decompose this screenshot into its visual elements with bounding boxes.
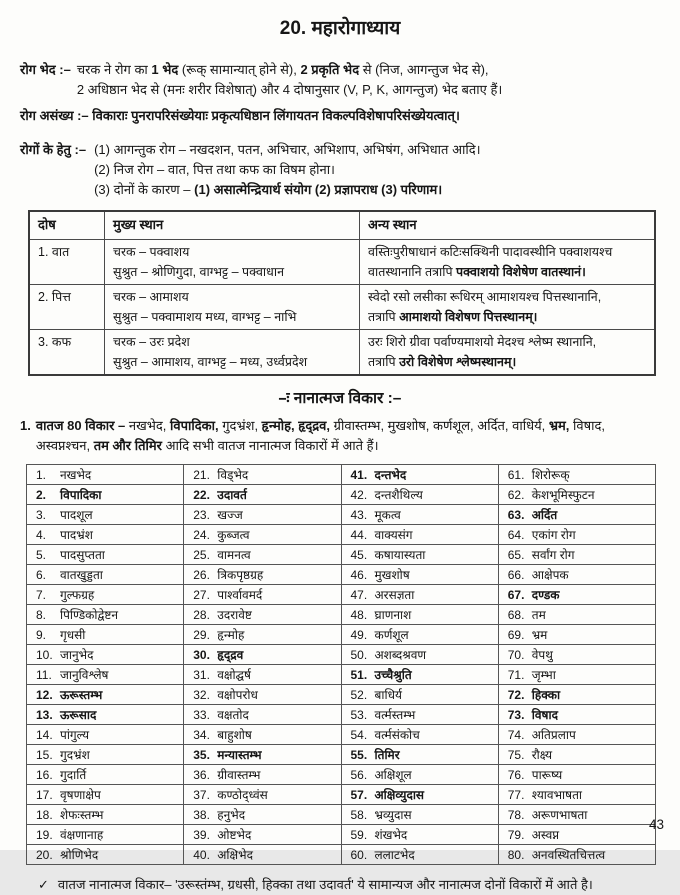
vikar-cell: 26. त्रिकपृष्ठग्रह xyxy=(184,565,341,585)
vikar-table-row xyxy=(27,805,656,825)
footer-note-text: वातज नानात्मज विकार– 'उरूस्तंम्भ, ग्रधसी, हिक्का तथा उदावर्त' ये सामान्यज और नानात्मज दोनों विकारों में आते है। xyxy=(57,877,593,892)
vikar-table-row xyxy=(27,545,656,565)
mukhya-sthan-cell: चरक – उरः प्रदेश सुश्रुत – आमाशय, वाग्भट्ट – मध्य, उर्ध्वप्रदेश xyxy=(105,329,360,375)
vikar-cell: 2. विपादिका xyxy=(27,485,184,505)
vikar-cell: 4. पादभ्रंश xyxy=(27,525,184,545)
vikar-table-row xyxy=(27,525,656,545)
vikar-table-row xyxy=(27,825,656,845)
mukhya-sthan-cell: चरक – आमाशय सुश्रुत – पक्वामाशय मध्य, वाग्भट्ट – नाभि xyxy=(105,284,360,329)
dosha-header-anya-sthan: अन्य स्थान xyxy=(360,211,656,239)
hetu-section xyxy=(20,140,660,200)
vikar-cell: 32. वक्षोपरोध xyxy=(184,685,341,705)
chapter-title: 20. महारोगाध्याय xyxy=(279,18,401,39)
vikar-cell: 45. कषायास्यता xyxy=(341,545,498,565)
vikar-cell: 40. अक्षिभेद xyxy=(184,845,341,865)
vikar-cell: 14. पांगुल्य xyxy=(27,725,184,745)
rog-bhed-line1: चरक ने रोग का 1 भेद (रूक् सामान्यात् होने से), 2 प्रकृति भेद से (निज, आगन्तुज भेद से), xyxy=(76,62,489,77)
vikar-cell: 8. पिण्डिकोद्वेष्टन xyxy=(27,605,184,625)
vikar-cell: 51. उच्चैश्रुति xyxy=(341,665,498,685)
rog-bhed-line2: 2 अधिष्ठान भेद से (मनः शरीर विशेषात्) और 4 दोषानुसार (V, P, K, आगन्तुज) भेद बताए हैं। xyxy=(76,81,503,97)
vikar-cell: 65. सर्वांग रोग xyxy=(498,545,655,565)
vikar-cell: 21. विड्भेद xyxy=(184,465,341,485)
vikar-table-row xyxy=(27,605,656,625)
hetu-label: रोगों के हेतु :– xyxy=(20,141,87,157)
vikar-cell: 42. दन्तशैथिल्य xyxy=(341,485,498,505)
vikar-cell: 37. कण्ठोद्ध्वंस xyxy=(184,785,341,805)
vikar-cell: 56. अक्षिशूल xyxy=(341,765,498,785)
vikar-cell: 75. रौक्ष्य xyxy=(498,745,655,765)
vikar-cell: 33. वक्षतोद xyxy=(184,705,341,725)
vikar-cell: 30. हृद्द्रव xyxy=(184,645,341,665)
dosha-header-dosh: दोष xyxy=(29,211,105,239)
vikar-cell: 76. पारूष्य xyxy=(498,765,655,785)
vikar-cell: 13. ऊरूसाद xyxy=(27,705,184,725)
vikar-cell: 7. गुल्फग्रह xyxy=(27,585,184,605)
vikar-cell: 10. जानुभेद xyxy=(27,645,184,665)
vikar-cell: 68. तम xyxy=(498,605,655,625)
vikar-cell: 36. ग्रीवास्तम्भ xyxy=(184,765,341,785)
dosha-name-cell: 3. कफ xyxy=(29,329,105,375)
vikar-cell: 58. भ्रव्युदास xyxy=(341,805,498,825)
dosha-table-body xyxy=(29,239,655,375)
vikar-cell: 54. वर्त्मसंकोच xyxy=(341,725,498,745)
hetu-line-2 xyxy=(20,160,660,180)
vikar-cell: 62. केशभूमिस्फुटन xyxy=(498,485,655,505)
hetu-text-1: (1) आगन्तुक रोग – नखदशन, पतन, अभिचार, अभिशाप, अभिषंग, अभिधात आदि। xyxy=(94,141,481,157)
vikar-cell: 19. वंक्षणानाह xyxy=(27,825,184,845)
anya-sthan-cell: स्वेदो रसो लसीका रूधिरम् आमाशयश्च पित्तस्थानानि, तत्रापि आमाशयो विशेषण पित्तस्थानम्। xyxy=(360,284,656,329)
page-number: 43 xyxy=(648,817,664,832)
vikar-cell: 46. मुखशोष xyxy=(341,565,498,585)
vikar-table-row xyxy=(27,645,656,665)
vikar-cell: 25. वामनत्व xyxy=(184,545,341,565)
anya-sthan-cell: उरः शिरो ग्रीवा पर्वाण्यमाशयो मेदश्च श्लेष्म स्थानानि, तत्रापि उरो विशेषेण श्लेष्मस्थानम्। xyxy=(360,329,656,375)
vikar-cell: 35. मन्यास्तम्भ xyxy=(184,745,341,765)
vikar-table-row xyxy=(27,505,656,525)
vikar-cell: 49. कर्णशूल xyxy=(341,625,498,645)
hetu-line-3 xyxy=(20,180,660,200)
vikar-cell: 44. वाक्यसंग xyxy=(341,525,498,545)
vikar-cell: 61. शिरोरूक् xyxy=(498,465,655,485)
vikar-cell: 50. अशब्दश्रवण xyxy=(341,645,498,665)
vikar-cell: 31. वक्षोद्घर्ष xyxy=(184,665,341,685)
vataj-paragraph xyxy=(20,416,660,456)
vikar-cell: 29. हृन्मोह xyxy=(184,625,341,645)
hetu-text-2: (2) निज रोग – वात, पित्त तथा कफ का विषम होना। xyxy=(94,161,335,177)
hetu-text-3: (3) दोनों के कारण – (1) असात्मेन्द्रियार्थ संयोग (2) प्रज्ञापराध (3) परिणाम। xyxy=(94,181,443,197)
vikar-table-row xyxy=(27,785,656,805)
vikar-cell: 23. खज्ज xyxy=(184,505,341,525)
dosha-table-header-row xyxy=(29,211,655,239)
vikar-cell: 47. अरसज्ञता xyxy=(341,585,498,605)
vikar-cell: 11. जानुविश्लेष xyxy=(27,665,184,685)
vikar-cell: 77. श्यावभाषता xyxy=(498,785,655,805)
vikar-cell: 64. एकांग रोग xyxy=(498,525,655,545)
dosha-name-cell: 2. पित्त xyxy=(29,284,105,329)
vikar-table-row xyxy=(27,665,656,685)
vataj-number: 1. xyxy=(20,417,31,433)
vikar-cell: 41. दन्तभेद xyxy=(341,465,498,485)
vikar-cell: 63. अर्दित xyxy=(498,505,655,525)
vikar-cell: 79. अस्वप्न xyxy=(498,825,655,845)
vikar-cell: 43. मूकत्व xyxy=(341,505,498,525)
vataj-text: वातज 80 विकार – नखभेद, विपादिका, गुदभ्रंश, हृन्मोह, हृद्द्रव, ग्रीवास्तम्भ, मुखशोष, कर्णशूल, अर्दित, वाधिर्य, भ्रम, विषाद, अस्वप्नश्चन, तम और तिमिर आदि सभी वातज नानात्मज विकारों में आते हैं। xyxy=(35,417,605,453)
vikar-cell: 59. शंखभेद xyxy=(341,825,498,845)
vikar-cell: 72. हिक्का xyxy=(498,685,655,705)
vikar-cell: 27. पार्श्वावमर्द xyxy=(184,585,341,605)
vikar-cell: 15. गुदभ्रंश xyxy=(27,745,184,765)
vikar-cell: 48. घ्राणनाश xyxy=(341,605,498,625)
nanatmaj-vikar-heading: –ः नानात्मज विकार :– xyxy=(278,389,402,407)
vikar-cell: 67. दण्डक xyxy=(498,585,655,605)
vikar-cell: 66. आक्षेपक xyxy=(498,565,655,585)
vikar-cell: 38. हनुभेद xyxy=(184,805,341,825)
hetu-line-1 xyxy=(20,140,660,160)
vikar-table-row xyxy=(27,625,656,645)
checkmark-icon: ✓ xyxy=(38,877,49,892)
dosha-name-cell: 1. वात xyxy=(29,239,105,284)
vikar-table-row xyxy=(27,765,656,785)
vikar-cell: 1. नखभेद xyxy=(27,465,184,485)
dosha-table-row xyxy=(29,329,655,375)
vikar-cell: 24. कुब्जत्व xyxy=(184,525,341,545)
vikar-table-row xyxy=(27,485,656,505)
vikar-cell: 69. भ्रम xyxy=(498,625,655,645)
vikar-cell: 55. तिमिर xyxy=(341,745,498,765)
vikar-cell: 78. अरूणभाषता xyxy=(498,805,655,825)
footer-note xyxy=(38,875,638,895)
vikar-table-row xyxy=(27,685,656,705)
vikar-cell: 5. पादसुप्तता xyxy=(27,545,184,565)
vikar-cell: 17. वृषणाक्षेप xyxy=(27,785,184,805)
rog-asankhya-line: रोग असंख्य :– विकाराः पुनरापरिसंख्येयाः प्रकृत्यधिष्ठान लिंगायतन विकल्पविशेषापरिसंख्येयत्वात्। xyxy=(20,108,460,123)
vikar-table-row xyxy=(27,585,656,605)
vikar-table-row xyxy=(27,745,656,765)
vikar-table-row xyxy=(27,705,656,725)
rog-bhed-paragraph xyxy=(20,60,660,99)
vikar-cell: 12. ऊरूस्तम्भ xyxy=(27,685,184,705)
vikar-cell: 73. विषाद xyxy=(498,705,655,725)
vikar-cell: 70. वेपथु xyxy=(498,645,655,665)
vikar-table-row xyxy=(27,465,656,485)
vikar-cell: 9. गृधसी xyxy=(27,625,184,645)
vikar-cell: 52. बाधिर्य xyxy=(341,685,498,705)
vikar-cell: 74. अतिप्रलाप xyxy=(498,725,655,745)
vikar-cell: 3. पादशूल xyxy=(27,505,184,525)
dosha-table-row xyxy=(29,239,655,284)
vikar-cell: 6. वातखुड्डता xyxy=(27,565,184,585)
dosha-table xyxy=(28,210,656,376)
anya-sthan-cell: वस्तिःपुरीषाधानं कटिःसक्थिनी पादावस्थीनि पक्वाशयश्च वातस्थानानि तत्रापि पक्वाशयो विशेषेण वातस्थानं। xyxy=(360,239,656,284)
vikar-table-row xyxy=(27,845,656,865)
dosha-header-mukhya-sthan: मुख्य स्थान xyxy=(105,211,360,239)
rog-bhed-text xyxy=(77,60,502,99)
vikar-table-row xyxy=(27,565,656,585)
vikar-cell: 60. ललाटभेद xyxy=(341,845,498,865)
vikar-cell: 39. ओष्टभेद xyxy=(184,825,341,845)
rog-bhed-label: रोग भेद :– xyxy=(20,62,71,77)
vikar-cell: 18. शेफःस्तम्भ xyxy=(27,805,184,825)
vikar-cell: 28. उदरावेष्ट xyxy=(184,605,341,625)
vikar-cell: 16. गुदार्ति xyxy=(27,765,184,785)
vikar-cell: 20. श्रोणिभेद xyxy=(27,845,184,865)
vikar-cell: 57. अक्षिव्युदास xyxy=(341,785,498,805)
vikar-table xyxy=(26,464,656,865)
vikar-cell: 22. उदावर्त xyxy=(184,485,341,505)
vikar-table-body xyxy=(27,465,656,865)
vikar-cell: 34. बाहुशोष xyxy=(184,725,341,745)
vikar-cell: 71. जृम्भा xyxy=(498,665,655,685)
vikar-cell: 80. अनवस्थितचित्तत्व xyxy=(498,845,655,865)
vikar-table-row xyxy=(27,725,656,745)
dosha-table-row xyxy=(29,284,655,329)
mukhya-sthan-cell: चरक – पक्वाशय सुश्रुत – श्रोणिगुदा, वाग्भट्ट – पक्वाधान xyxy=(105,239,360,284)
vikar-cell: 53. वर्त्मस्तम्भ xyxy=(341,705,498,725)
